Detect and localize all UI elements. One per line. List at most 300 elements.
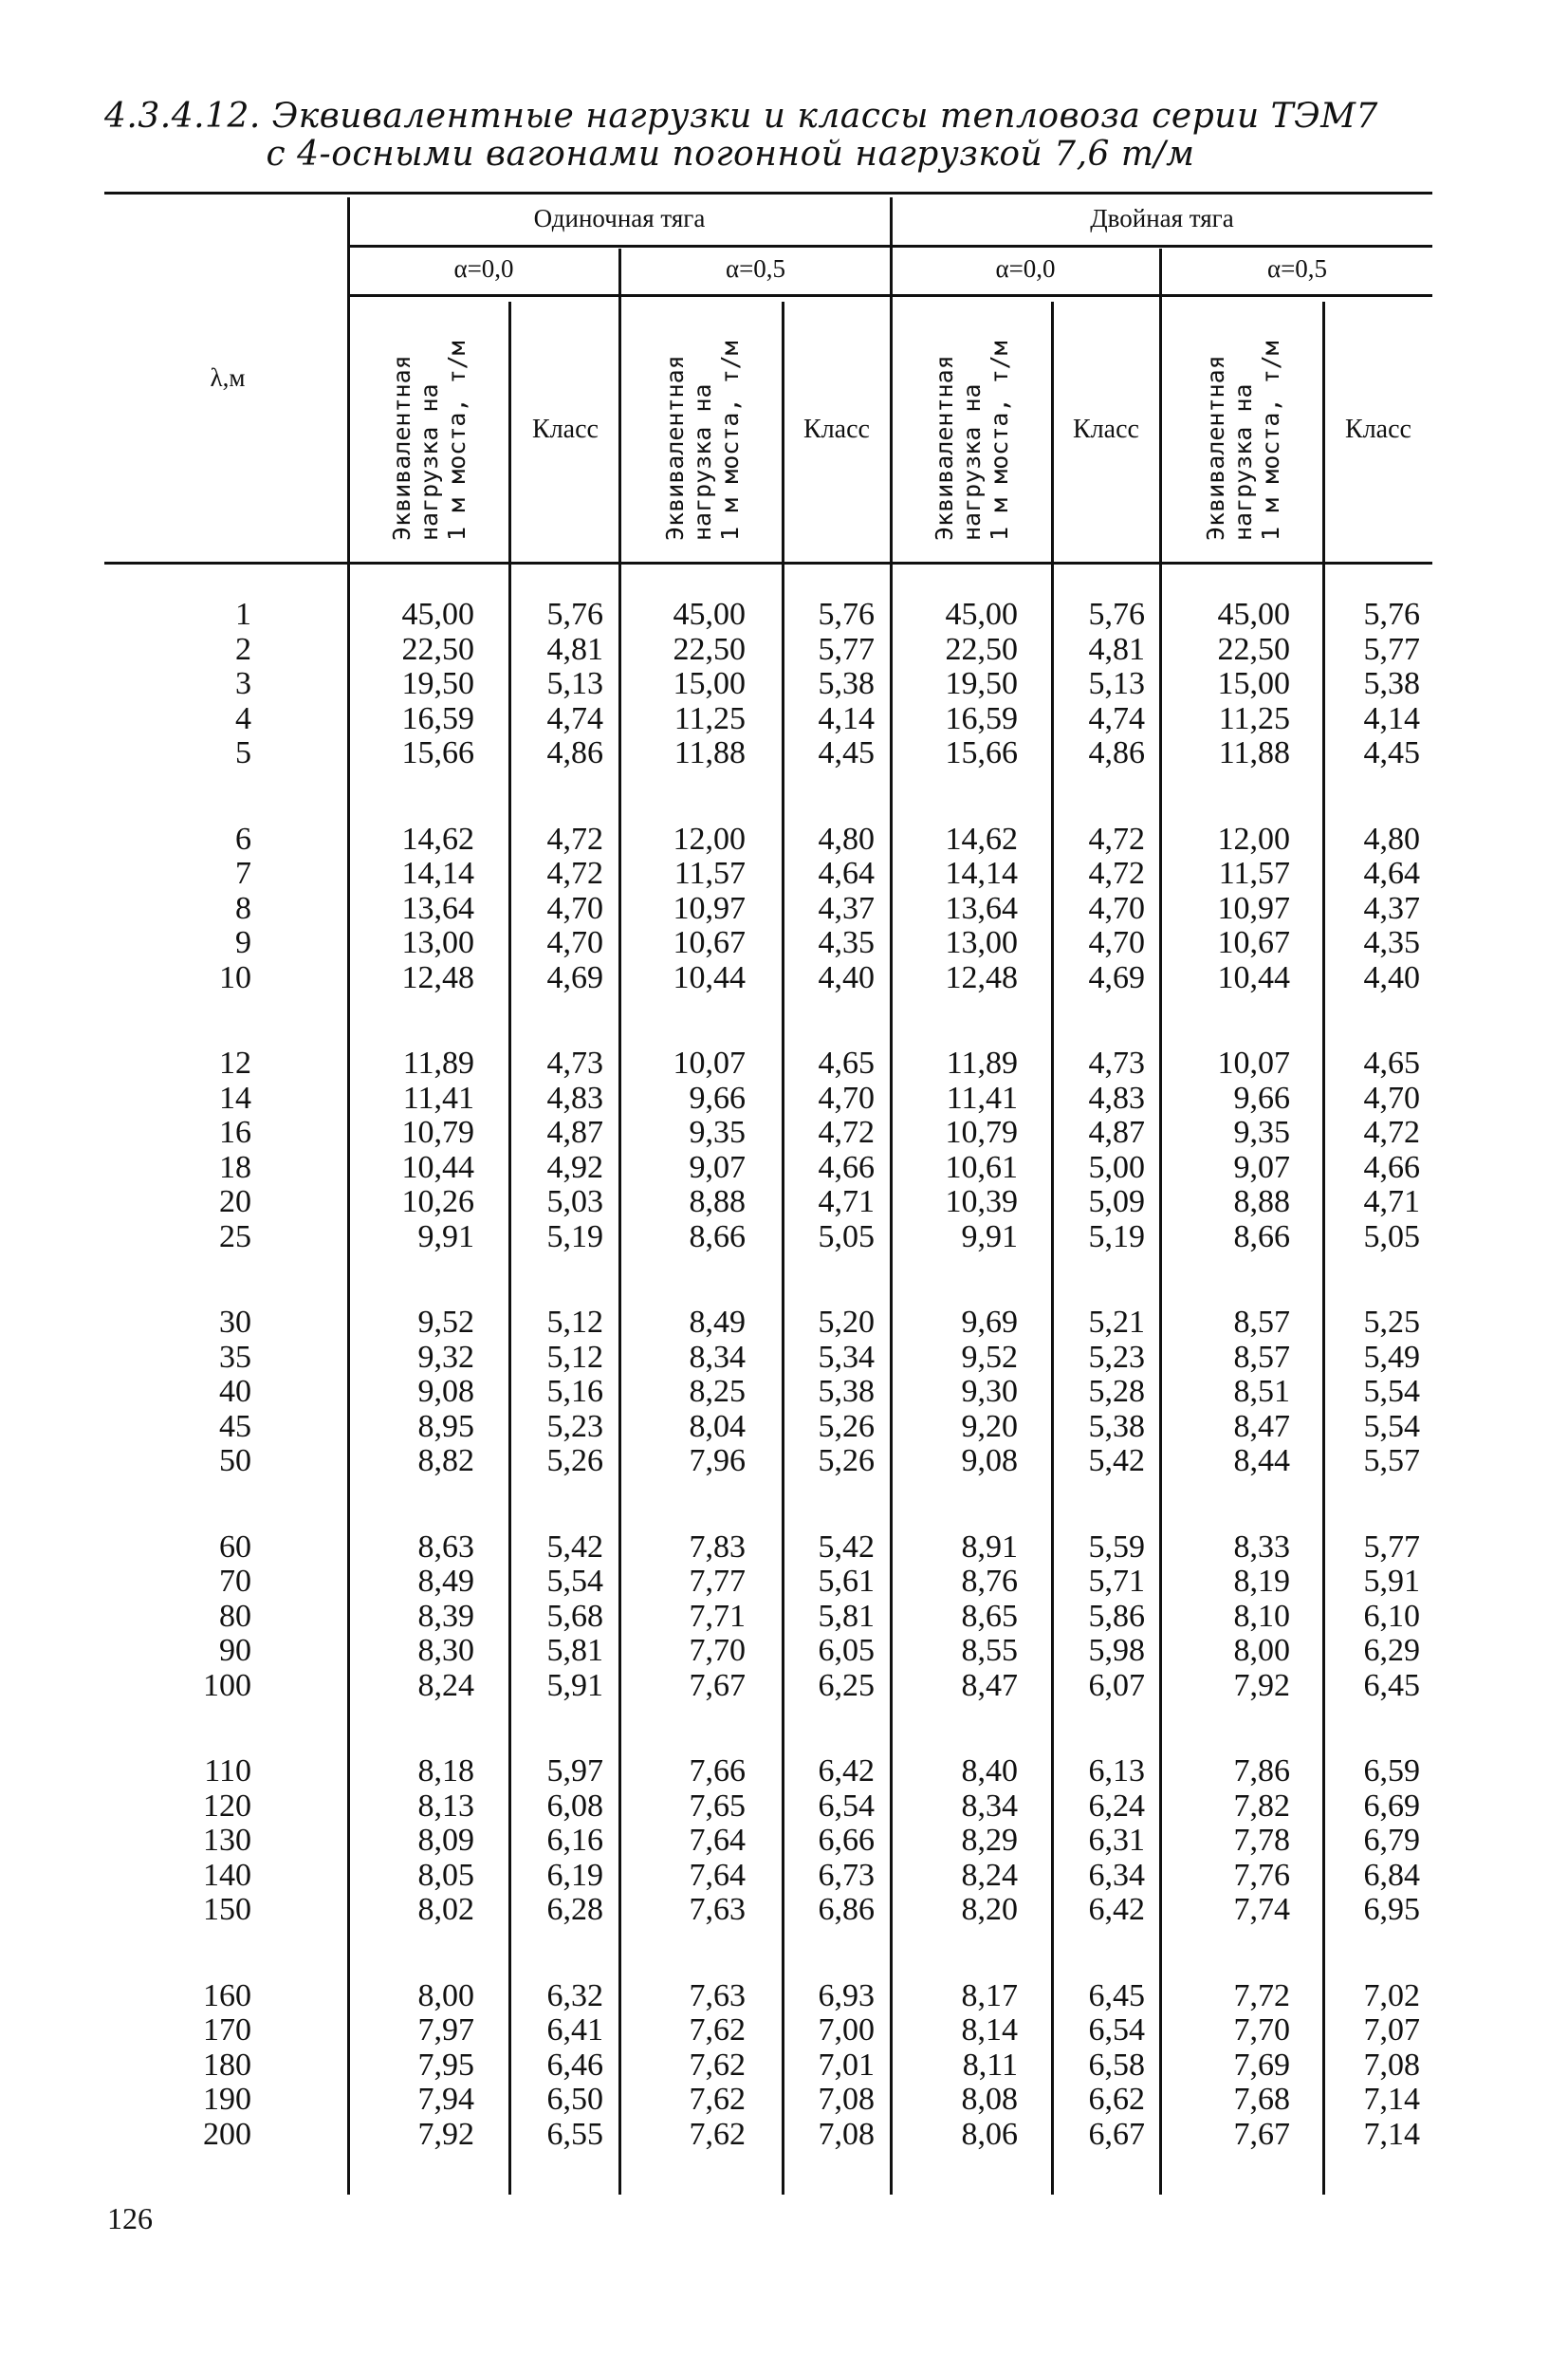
table-cell: 12,48 [401, 959, 474, 995]
table-cell: 6,45 [1363, 1667, 1420, 1703]
table-cell: 45,00 [673, 597, 746, 632]
table-cell: 7,71 [689, 1598, 746, 1634]
table-cell: 7,62 [689, 2116, 746, 2152]
column-s0-load-group-1 [402, 598, 475, 771]
table-cell: 160 [203, 1977, 251, 2013]
table-cell: 8,30 [417, 1633, 474, 1668]
table-cell: 5,20 [818, 1305, 875, 1340]
table-cell: 10,61 [945, 1149, 1018, 1185]
table-cell: 6,16 [546, 1823, 603, 1858]
column-s0-load-group-4 [418, 1306, 475, 1479]
table-cell: 9,07 [689, 1149, 746, 1185]
traction-rule-double [892, 245, 1432, 248]
table-cell: 4,72 [1363, 1115, 1420, 1150]
table-cell: 8,65 [961, 1598, 1018, 1634]
column-s0-class-group-3 [547, 1047, 604, 1254]
table-cell: 8,55 [961, 1633, 1018, 1668]
table-cell: 120 [203, 1788, 251, 1824]
table-cell: 5,91 [1363, 1564, 1420, 1599]
table-cell: 8,29 [961, 1823, 1018, 1858]
class-header-d0: Класс [1073, 415, 1139, 444]
table-cell: 11,88 [1218, 735, 1290, 770]
table-cell: 5,57 [1363, 1443, 1420, 1478]
table-cell: 10,39 [945, 1184, 1018, 1219]
table-cell: 7,69 [1233, 2047, 1290, 2083]
table-cell: 5,00 [1088, 1149, 1145, 1185]
table-cell: 10,26 [401, 1184, 474, 1219]
table-cell: 12,00 [673, 821, 746, 857]
table-cell: 8,82 [417, 1443, 474, 1478]
column-d5-class-group-2 [1364, 823, 1421, 996]
caption-line-2: с 4-осными вагонами погонной нагрузкой 7,6 т/м [266, 135, 1195, 174]
table-cell: 5,76 [1088, 597, 1145, 632]
column-d5-load-group-3 [1218, 1047, 1291, 1254]
table-cell: 7,70 [689, 1633, 746, 1668]
table-cell: 9,07 [1233, 1149, 1290, 1185]
table-cell: 8,24 [417, 1667, 474, 1703]
table-cell: 9,35 [1233, 1115, 1290, 1150]
table-cell: 8,00 [1233, 1633, 1290, 1668]
table-cell: 5,38 [1088, 1408, 1145, 1444]
column-d0-load-group-4 [962, 1306, 1019, 1479]
table-cell: 7,67 [689, 1667, 746, 1703]
table-cell: 6,05 [818, 1633, 875, 1668]
table-cell: 18 [219, 1149, 251, 1185]
table-cell: 7,92 [1233, 1667, 1290, 1703]
table-cell: 30 [219, 1305, 251, 1340]
double-alpha05-header: α=0,5 [1266, 254, 1328, 283]
column-d0-class-group-5 [1089, 1530, 1146, 1704]
column-s0-load-group-2 [402, 823, 475, 996]
table-cell: 4,45 [818, 735, 875, 770]
column-d0-class-group-3 [1089, 1047, 1146, 1254]
table-cell: 5,28 [1088, 1374, 1145, 1409]
column-s0-class-group-7 [547, 1979, 604, 2153]
table-cell: 8,49 [689, 1305, 746, 1340]
table-cell: 7,72 [1233, 1977, 1290, 2013]
column-d0-class-group-2 [1089, 823, 1146, 996]
table-cell: 4,80 [818, 821, 875, 857]
column-s5-load-group-3 [673, 1047, 747, 1254]
table-cell: 10,67 [1217, 925, 1290, 960]
table-cell: 50 [219, 1443, 251, 1478]
table-cell: 22,50 [945, 631, 1018, 667]
table-cell: 6,19 [546, 1857, 603, 1893]
table-cell: 90 [219, 1633, 251, 1668]
table-cell: 180 [203, 2047, 251, 2083]
table-cell: 8,63 [417, 1529, 474, 1565]
table-cell: 6,42 [1088, 1892, 1145, 1927]
table-cell: 4,70 [546, 925, 603, 960]
table-cell: 7,97 [417, 2012, 474, 2048]
table-cell: 19,50 [401, 666, 474, 701]
vline-double-alpha [1159, 249, 1162, 2195]
table-cell: 9,32 [417, 1339, 474, 1375]
table-cell: 8,40 [961, 1753, 1018, 1789]
table-cell: 190 [203, 2082, 251, 2117]
table-cell: 6 [235, 821, 251, 857]
table-cell: 6,28 [546, 1892, 603, 1927]
table-cell: 4,87 [1088, 1115, 1145, 1150]
alpha-rule-double [892, 294, 1432, 297]
column-s0-class-group-2 [547, 823, 604, 996]
table-cell: 8,88 [689, 1184, 746, 1219]
table-cell: 7,64 [689, 1857, 746, 1893]
table-cell: 5,49 [1363, 1339, 1420, 1375]
table-cell: 12 [219, 1046, 251, 1081]
table-cell: 5,86 [1088, 1598, 1145, 1634]
load-header-d5: Эквивалентная нагрузка на 1 м моста, т/м [1201, 341, 1284, 541]
column-d5-class-group-7 [1364, 1979, 1421, 2153]
table-cell: 11,25 [673, 700, 746, 736]
column-d5-load-group-2 [1218, 823, 1291, 996]
table-cell: 7,64 [689, 1823, 746, 1858]
table-cell: 7,08 [818, 2082, 875, 2117]
table-cell: 14,62 [945, 821, 1018, 857]
table-cell: 6,54 [1088, 2012, 1145, 2048]
table-cell: 8 [235, 890, 251, 926]
table-cell: 110 [204, 1753, 251, 1789]
table-cell: 4 [235, 700, 251, 736]
table-cell: 9,52 [961, 1339, 1018, 1375]
table-cell: 5,59 [1088, 1529, 1145, 1565]
table-cell: 9,20 [961, 1408, 1018, 1444]
single-alpha0-header: α=0,0 [453, 254, 514, 283]
table-cell: 6,67 [1088, 2116, 1145, 2152]
table-cell: 5,12 [546, 1305, 603, 1340]
column-s0-load-group-5 [418, 1530, 475, 1704]
table-cell: 6,34 [1088, 1857, 1145, 1893]
table-cell: 5,97 [546, 1753, 603, 1789]
table-cell: 16 [219, 1115, 251, 1150]
column-lambda-group-5 [203, 1530, 251, 1704]
column-d5-class-group-1 [1364, 598, 1421, 771]
table-cell: 4,87 [546, 1115, 603, 1150]
column-s5-load-group-2 [673, 823, 747, 996]
table-cell: 4,70 [1088, 925, 1145, 960]
table-cell: 5,09 [1088, 1184, 1145, 1219]
column-d0-class-group-1 [1089, 598, 1146, 771]
table-cell: 7,07 [1363, 2012, 1420, 2048]
table-cell: 6,13 [1088, 1753, 1145, 1789]
table-cell: 5,38 [1363, 666, 1420, 701]
column-s0-class-group-1 [547, 598, 604, 771]
table-cell: 6,55 [546, 2116, 603, 2152]
table-cell: 6,46 [546, 2047, 603, 2083]
table-cell: 5,21 [1088, 1305, 1145, 1340]
table-cell: 9,52 [417, 1305, 474, 1340]
table-cell: 9,35 [689, 1115, 746, 1150]
table-cell: 4,73 [546, 1046, 603, 1081]
table-cell: 170 [203, 2012, 251, 2048]
table-cell: 5,03 [546, 1184, 603, 1219]
lambda-header: λ,м [210, 363, 246, 392]
table-cell: 8,66 [689, 1218, 746, 1254]
table-cell: 6,50 [546, 2082, 603, 2117]
table-cell: 4,69 [546, 959, 603, 995]
table-cell: 6,86 [818, 1892, 875, 1927]
table-cell: 22,50 [673, 631, 746, 667]
table-cell: 14,62 [401, 821, 474, 857]
vline-s0-sub [508, 302, 511, 2195]
table-cell: 7,83 [689, 1529, 746, 1565]
table-cell: 4,65 [1363, 1046, 1420, 1081]
table-cell: 4,72 [546, 821, 603, 857]
table-cell: 6,25 [818, 1667, 875, 1703]
table-cell: 5,42 [1088, 1443, 1145, 1478]
table-cell: 7,76 [1233, 1857, 1290, 1893]
table-cell: 9 [235, 925, 251, 960]
table-cell: 10,07 [673, 1046, 746, 1081]
table-cell: 16,59 [945, 700, 1018, 736]
table-cell: 8,19 [1233, 1564, 1290, 1599]
table-cell: 11,41 [946, 1080, 1018, 1116]
table-cell: 15,66 [401, 735, 474, 770]
table-cell: 4,71 [818, 1184, 875, 1219]
table-cell: 7,08 [1363, 2047, 1420, 2083]
table-cell: 7,08 [818, 2116, 875, 2152]
column-d0-class-group-7 [1089, 1979, 1146, 2153]
table-cell: 7,01 [818, 2047, 875, 2083]
table-cell: 6,29 [1363, 1633, 1420, 1668]
table-cell: 8,57 [1233, 1339, 1290, 1375]
table-cell: 5,05 [1363, 1218, 1420, 1254]
table-cell: 15,00 [1217, 666, 1290, 701]
table-cell: 6,54 [818, 1788, 875, 1824]
caption-line-1: 4.3.4.12. Эквивалентные нагрузки и классы тепловоза серии ТЭМ7 [104, 97, 1378, 136]
table-cell: 7,00 [818, 2012, 875, 2048]
vline-d5-sub [1322, 302, 1325, 2195]
column-d0-load-group-2 [946, 823, 1019, 996]
table-cell: 4,74 [546, 700, 603, 736]
column-s5-class-group-4 [819, 1306, 876, 1479]
table-cell: 20 [219, 1184, 251, 1219]
class-header-d5: Класс [1345, 415, 1411, 444]
table-cell: 140 [203, 1857, 251, 1893]
table-cell: 7,66 [689, 1753, 746, 1789]
column-d5-class-group-6 [1364, 1754, 1421, 1928]
table-cell: 4,70 [818, 1080, 875, 1116]
table-cell: 6,10 [1363, 1598, 1420, 1634]
table-cell: 4,72 [1088, 821, 1145, 857]
table-cell: 5,13 [1088, 666, 1145, 701]
table-cell: 7,62 [689, 2047, 746, 2083]
table-cell: 4,64 [1363, 856, 1420, 891]
table-cell: 6,32 [546, 1977, 603, 2013]
table-cell: 70 [219, 1564, 251, 1599]
table-cell: 22,50 [1217, 631, 1290, 667]
table-cell: 4,70 [546, 890, 603, 926]
table-cell: 5,98 [1088, 1633, 1145, 1668]
column-d5-load-group-7 [1234, 1979, 1291, 2153]
table-cell: 8,51 [1233, 1374, 1290, 1409]
table-cell: 6,31 [1088, 1823, 1145, 1858]
table-cell: 6,84 [1363, 1857, 1420, 1893]
table-cell: 5,26 [546, 1443, 603, 1478]
table-cell: 7,94 [417, 2082, 474, 2117]
table-cell: 5,38 [818, 1374, 875, 1409]
table-cell: 40 [219, 1374, 251, 1409]
table-cell: 7,65 [689, 1788, 746, 1824]
column-s5-load-group-1 [673, 598, 747, 771]
table-cell: 6,95 [1363, 1892, 1420, 1927]
header-bottom-rule [104, 562, 1432, 565]
double-alpha0-header: α=0,0 [995, 254, 1056, 283]
column-d5-load-group-6 [1234, 1754, 1291, 1928]
table-cell: 4,40 [1363, 959, 1420, 995]
table-cell: 12,00 [1217, 821, 1290, 857]
table-cell: 4,45 [1363, 735, 1420, 770]
vline-s5-sub [782, 302, 784, 2195]
column-s5-load-group-4 [690, 1306, 747, 1479]
column-s5-class-group-6 [819, 1754, 876, 1928]
table-cell: 10,97 [673, 890, 746, 926]
table-cell: 5,81 [818, 1598, 875, 1634]
column-s0-load-group-3 [402, 1047, 475, 1254]
table-cell: 5,81 [546, 1633, 603, 1668]
table-cell: 22,50 [401, 631, 474, 667]
table-cell: 8,06 [961, 2116, 1018, 2152]
table-cell: 6,41 [546, 2012, 603, 2048]
table-cell: 7,14 [1363, 2082, 1420, 2117]
load-header-s5: Эквивалентная нагрузка на 1 м моста, т/м [660, 341, 744, 541]
table-cell: 13,64 [401, 890, 474, 926]
class-header-s0: Класс [532, 415, 599, 444]
table-cell: 8,13 [417, 1788, 474, 1824]
table-cell: 8,05 [417, 1857, 474, 1893]
table-cell: 6,73 [818, 1857, 875, 1893]
table-cell: 8,39 [417, 1598, 474, 1634]
table-cell: 4,37 [818, 890, 875, 926]
column-d0-class-group-6 [1089, 1754, 1146, 1928]
single-traction-header: Одиночная тяга [533, 204, 706, 232]
table-cell: 8,34 [961, 1788, 1018, 1824]
table-cell: 8,33 [1233, 1529, 1290, 1565]
table-cell: 10,07 [1217, 1046, 1290, 1081]
table-cell: 4,83 [546, 1080, 603, 1116]
column-s5-class-group-1 [819, 598, 876, 771]
table-cell: 8,17 [961, 1977, 1018, 2013]
table-cell: 7,63 [689, 1892, 746, 1927]
table-cell: 8,24 [961, 1857, 1018, 1893]
table-cell: 9,66 [689, 1080, 746, 1116]
table-cell: 8,11 [962, 2047, 1018, 2083]
table-cell: 5,38 [818, 666, 875, 701]
table-cell: 6,07 [1088, 1667, 1145, 1703]
table-cell: 6,79 [1363, 1823, 1420, 1858]
table-cell: 8,08 [961, 2082, 1018, 2117]
table-cell: 10,79 [401, 1115, 474, 1150]
table-cell: 5,16 [546, 1374, 603, 1409]
load-header-d0: Эквивалентная нагрузка на 1 м моста, т/м [930, 341, 1013, 541]
table-cell: 8,91 [961, 1529, 1018, 1565]
traction-rule-single [349, 245, 890, 248]
table-cell: 5,76 [546, 597, 603, 632]
vline-d0-sub [1051, 302, 1054, 2195]
table-cell: 4,14 [1363, 700, 1420, 736]
table-cell: 6,45 [1088, 1977, 1145, 2013]
column-lambda-group-1 [235, 598, 251, 771]
table-cell: 35 [219, 1339, 251, 1375]
table-cell: 80 [219, 1598, 251, 1634]
table-cell: 11,89 [402, 1046, 474, 1081]
table-cell: 14 [219, 1080, 251, 1116]
table-cell: 7 [235, 856, 251, 891]
table-cell: 4,66 [1363, 1149, 1420, 1185]
table-cell: 9,08 [417, 1374, 474, 1409]
table-cell: 8,34 [689, 1339, 746, 1375]
table-cell: 5,13 [546, 666, 603, 701]
table-cell: 13,00 [945, 925, 1018, 960]
table-cell: 7,62 [689, 2012, 746, 2048]
column-s5-load-group-7 [690, 1979, 747, 2153]
column-d5-load-group-4 [1234, 1306, 1291, 1479]
column-s0-load-group-7 [418, 1979, 475, 2153]
table-cell: 25 [219, 1218, 251, 1254]
table-cell: 8,20 [961, 1892, 1018, 1927]
table-cell: 8,57 [1233, 1305, 1290, 1340]
table-cell: 11,57 [673, 856, 746, 891]
table-cell: 5,19 [1088, 1218, 1145, 1254]
table-cell: 4,69 [1088, 959, 1145, 995]
table-cell: 4,72 [818, 1115, 875, 1150]
table-cell: 5,34 [818, 1339, 875, 1375]
table-cell: 60 [219, 1529, 251, 1565]
table-cell: 45,00 [1217, 597, 1290, 632]
vline-traction [890, 197, 893, 2195]
column-s5-class-group-7 [819, 1979, 876, 2153]
table-cell: 8,95 [417, 1408, 474, 1444]
table-cell: 1 [235, 597, 251, 632]
table-cell: 5 [235, 735, 251, 770]
table-cell: 8,49 [417, 1564, 474, 1599]
table-cell: 45 [219, 1408, 251, 1444]
table-cell: 5,71 [1088, 1564, 1145, 1599]
table-cell: 6,42 [818, 1753, 875, 1789]
column-lambda-group-2 [219, 823, 251, 996]
table-cell: 9,69 [961, 1305, 1018, 1340]
table-cell: 150 [203, 1892, 251, 1927]
vline-single-alpha [618, 249, 621, 2195]
table-cell: 15,00 [673, 666, 746, 701]
table-cell: 4,37 [1363, 890, 1420, 926]
table-cell: 4,72 [1088, 856, 1145, 891]
table-cell: 4,81 [546, 631, 603, 667]
table-cell: 6,08 [546, 1788, 603, 1824]
column-s0-class-group-6 [547, 1754, 604, 1928]
double-traction-header: Двойная тяга [1090, 204, 1234, 232]
column-d0-load-group-3 [946, 1047, 1019, 1254]
column-d0-load-group-6 [962, 1754, 1019, 1928]
table-cell: 8,47 [1233, 1408, 1290, 1444]
table-cell: 4,81 [1088, 631, 1145, 667]
table-cell: 7,95 [417, 2047, 474, 2083]
table-cell: 7,14 [1363, 2116, 1420, 2152]
table-cell: 5,77 [1363, 631, 1420, 667]
table-cell: 5,26 [818, 1408, 875, 1444]
table-cell: 7,62 [689, 2082, 746, 2117]
table-cell: 4,66 [818, 1149, 875, 1185]
table-cell: 4,86 [546, 735, 603, 770]
table-cell: 9,66 [1233, 1080, 1290, 1116]
table-cell: 4,74 [1088, 700, 1145, 736]
column-lambda-group-6 [203, 1754, 251, 1928]
column-s5-load-group-6 [690, 1754, 747, 1928]
table-cell: 5,05 [818, 1218, 875, 1254]
table-cell: 15,66 [945, 735, 1018, 770]
column-d0-load-group-5 [962, 1530, 1019, 1704]
table-cell: 8,09 [417, 1823, 474, 1858]
